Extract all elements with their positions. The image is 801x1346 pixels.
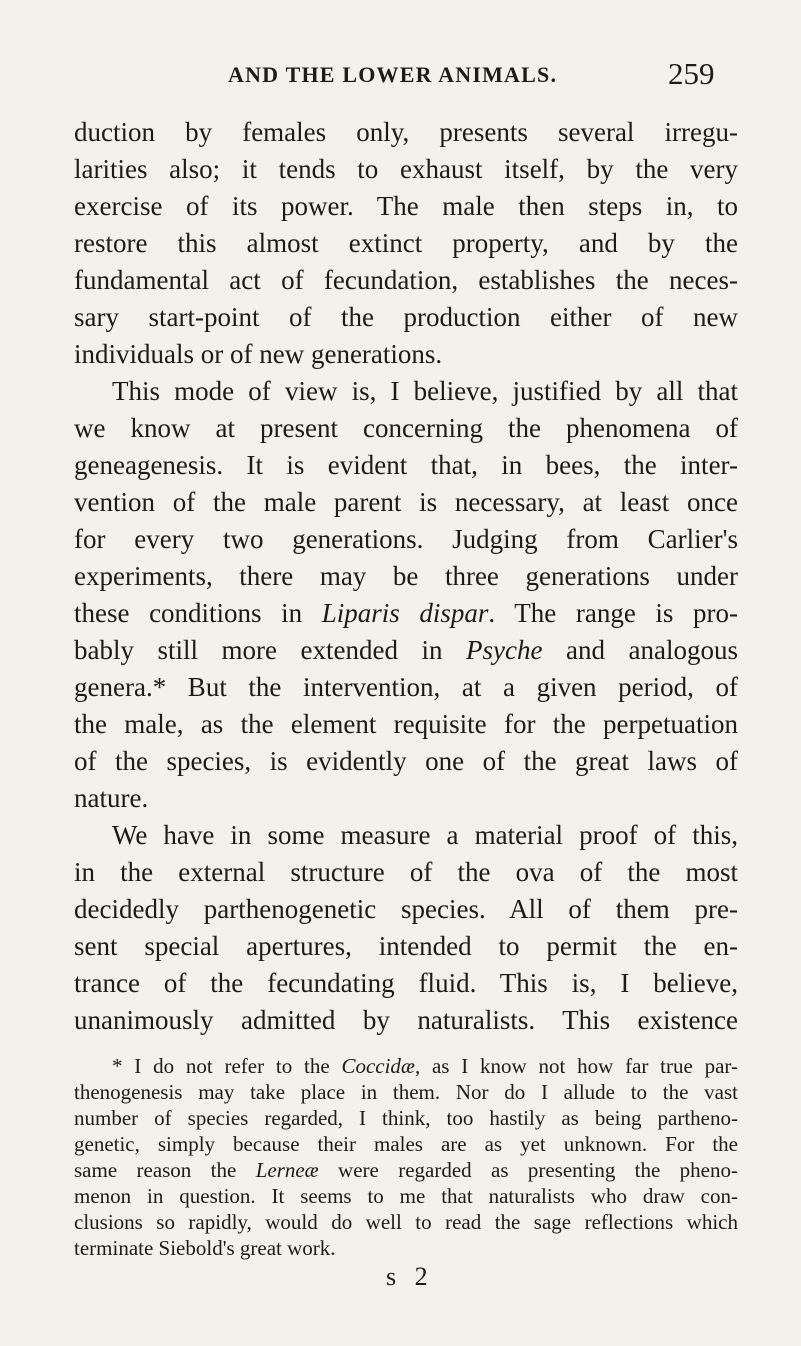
body-line: experiments, there may be three generations under bbox=[74, 561, 738, 591]
body-text: bably still more extended in bbox=[74, 635, 467, 665]
genus-name: Psyche bbox=[466, 635, 543, 665]
body-line: fundamental act of fecundation, establishes the neces- bbox=[74, 265, 738, 295]
body-line: sary start-point of the production either of new bbox=[74, 302, 738, 332]
body-line: trance of the fecundating fluid. This is, I believe, bbox=[74, 968, 738, 998]
body-line bbox=[74, 634, 738, 666]
signature-mark: s 2 bbox=[386, 1262, 434, 1291]
body-line: This mode of view is, I believe, justified by all that bbox=[112, 376, 738, 406]
body-line: geneagenesis. It is evident that, in bees, the inter- bbox=[74, 450, 738, 480]
body-line: genera.* But the intervention, at a given period, of bbox=[74, 672, 738, 702]
footnote-line: clusions so rapidly, would do well to read the sage reflections which bbox=[74, 1210, 738, 1234]
footnote-line: menon in question. It seems to me that naturalists who draw con- bbox=[74, 1184, 738, 1208]
body-line: nature. bbox=[74, 783, 149, 813]
footnote-line: thenogenesis may take place in them. Nor do I allude to the vast bbox=[74, 1080, 738, 1104]
body-text: and analogous bbox=[542, 635, 738, 665]
body-line: exercise of its power. The male then steps in, to bbox=[74, 191, 738, 221]
footnote-line bbox=[112, 1053, 738, 1079]
body-text: . The range is pro- bbox=[488, 598, 738, 628]
body-line: we know at present concerning the phenomena of bbox=[74, 413, 738, 443]
body-line: decidedly parthenogenetic species. All of them pre- bbox=[74, 894, 738, 924]
body-line: vention of the male parent is necessary, at least once bbox=[74, 487, 738, 517]
species-name: Liparis dispar bbox=[321, 598, 489, 628]
footnote-text: were regarded as presenting the pheno- bbox=[318, 1158, 738, 1182]
body-line: sent special apertures, intended to permit the en- bbox=[74, 931, 738, 961]
footnote-text: , as I know not how far true par- bbox=[414, 1054, 738, 1078]
running-title: AND THE LOWER ANIMALS. bbox=[228, 62, 558, 87]
footnote-line bbox=[74, 1157, 738, 1183]
body-line: of the species, is evidently one of the great laws of bbox=[74, 746, 738, 776]
footnote-text: same reason the bbox=[74, 1158, 256, 1182]
page-number: 259 bbox=[668, 56, 715, 91]
body-line: We have in some measure a material proof of this, bbox=[112, 820, 738, 850]
body-line: the male, as the element requisite for the perpetuation bbox=[74, 709, 738, 739]
footnote-line: terminate Siebold's great work. bbox=[74, 1236, 336, 1260]
body-line: duction by females only, presents several irregu- bbox=[74, 117, 738, 147]
footnote-line: genetic, simply because their males are as yet unknown. For the bbox=[74, 1132, 738, 1156]
body-line: for every two generations. Judging from Carlier's bbox=[74, 524, 738, 554]
body-line: larities also; it tends to exhaust itself, by the very bbox=[74, 154, 738, 184]
genus-name: Lerneæ bbox=[255, 1158, 319, 1182]
body-line: unanimously admitted by naturalists. This existence bbox=[74, 1005, 738, 1035]
body-text: these conditions in bbox=[74, 598, 322, 628]
footnote-text: * I do not refer to the bbox=[112, 1054, 342, 1078]
body-line: restore this almost extinct property, and by the bbox=[74, 228, 738, 258]
body-line bbox=[74, 597, 738, 629]
body-line: in the external structure of the ova of the most bbox=[74, 857, 738, 887]
footnote-line: number of species regarded, I think, too hastily as being partheno- bbox=[74, 1106, 738, 1130]
body-line: individuals or of new generations. bbox=[74, 339, 443, 369]
family-name: Coccidæ bbox=[341, 1054, 415, 1078]
